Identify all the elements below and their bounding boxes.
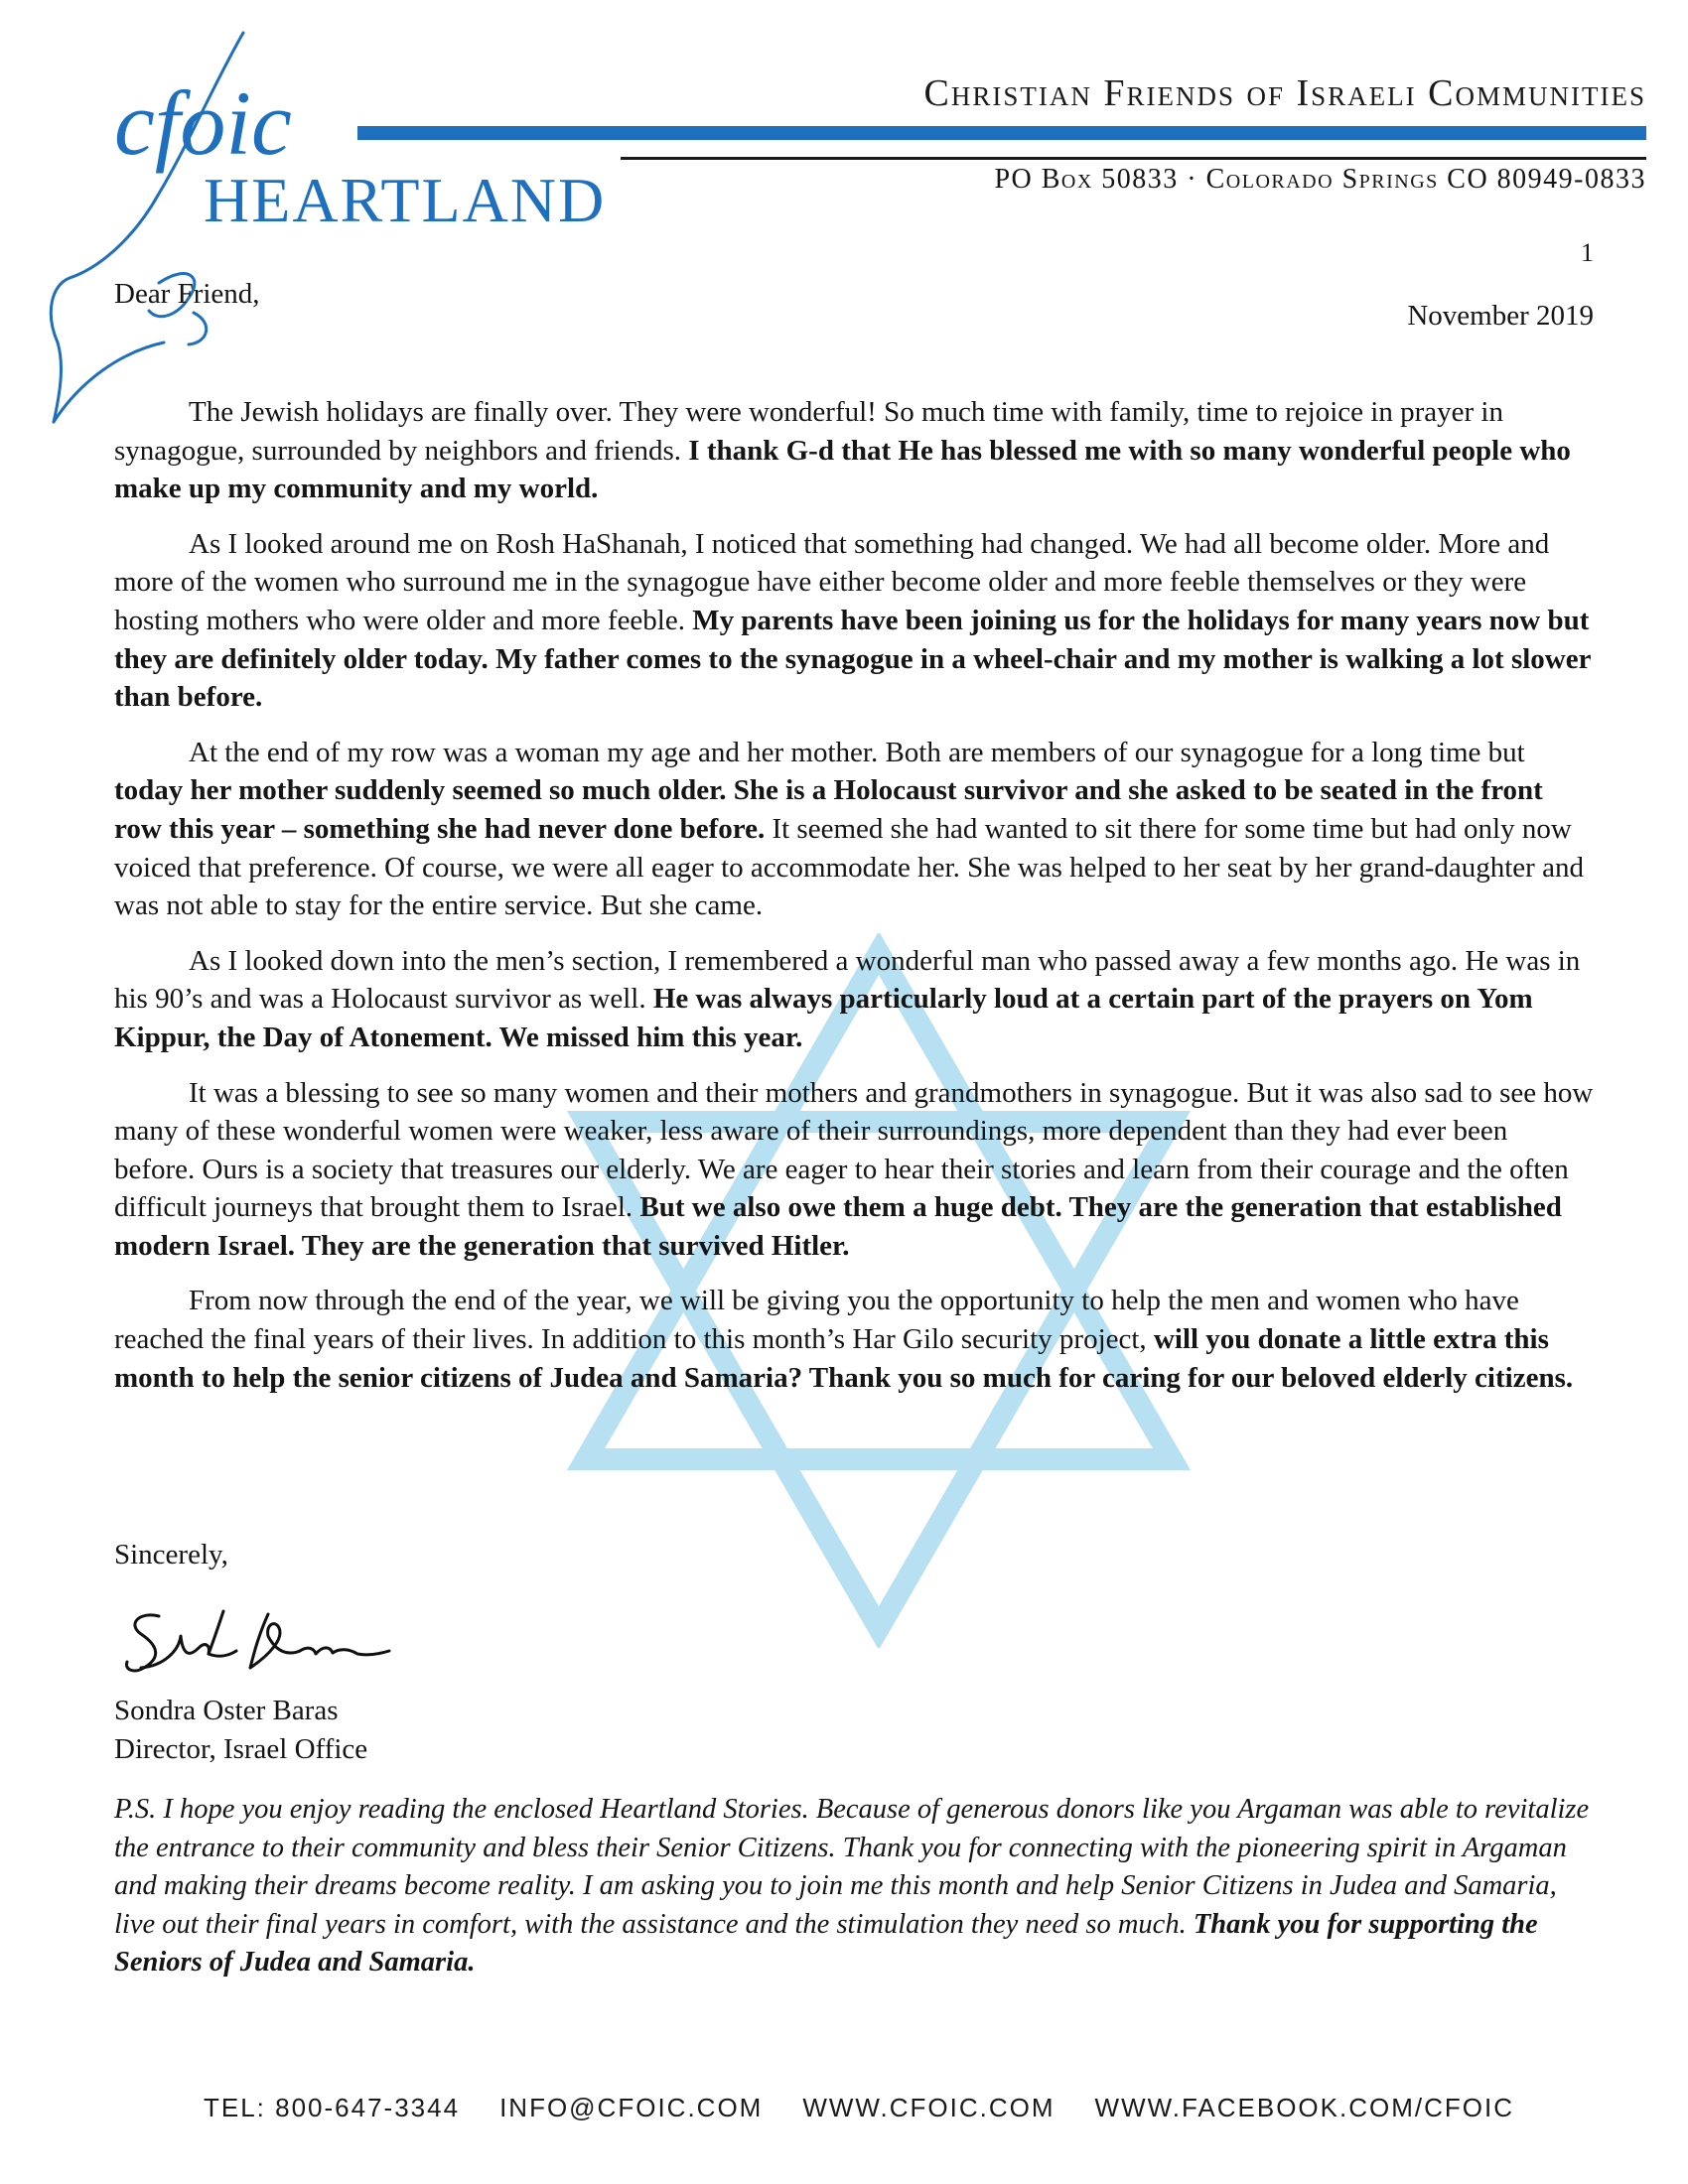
page-number: 1 [1581,238,1594,267]
paragraph-6: From now through the end of the year, we will be giving you the opportunity to help the men and women who have reached the final years of their lives. In addition to this month’s Har Gilo security project, will you donate a little extra this month to help the senior citizens of Judea and Samaria? Thank you so much for caring for our beloved elderly citizens. [114,1285,1574,1394]
footer-email: INFO@CFOIC.COM [499,2093,764,2122]
signer-title: Director, Israel Office [114,1733,368,1765]
paragraph-5: It was a blessing to see so many women and their mothers and grandmothers in synagogue. But it was also sad to see how many of these wonderful women were weaker, less aware of their surroundings, more dependent than they had ever been before. Ours is a society that treasures our elderly. We are eager to hear their stories and learn from their courage and the often difficult journeys that brought them to Israel. But we also owe them a huge debt. They are the generation that established modern Israel. They are the generation that survived Hitler. [114,1076,1594,1262]
logo-script-text: cfoic [114,72,292,174]
closing: Sincerely, [114,1539,228,1570]
handwritten-signature [119,1596,397,1696]
logo-heartland-text: HEARTLAND [204,165,607,235]
paragraph-2: As I looked around me on Rosh HaShanah, I noticed that something had changed. We had all become older. More and more of the women who surround me in the synagogue have either become older and more feeble themselves or they were hosting mothers who were older and more feeble. My parents have been joining us for the holidays for many years now but they are definitely older today. My father comes to the synagogue in a wheel-chair and my mother is walking a lot slower than before. [114,527,1591,714]
organization-name: Christian Friends of Israeli Communities [923,72,1646,114]
footer-website: WWW.CFOIC.COM [802,2093,1055,2122]
contact-footer [204,2093,1514,2123]
letterhead-blue-rule [357,126,1646,140]
postscript: P.S. I hope you enjoy reading the enclosed Heartland Stories. Because of generous donors like you Argaman was able to revitalize the entrance to their community and bless their Senior Citizens. Thank you for connecting with the pioneering spirit in Argaman and making their dreams become reality. I am asking you to join me this month and help Senior Citizens in Judea and Samaria, live out their final years in comfort, with the assistance and the stimulation they need so much. Thank you for supporting the Seniors of Judea and Samaria. [114,1794,1590,1979]
paragraph-4: As I looked down into the men’s section, I remembered a wonderful man who passed away a few months ago. He was in his 90’s and was a Holocaust survivor as well. He was always particularly loud at a certain part of the prayers on Yom Kippur, the Day of Atonement. We missed him this year. [114,944,1581,1053]
logo-flourish-4 [189,313,207,344]
letterhead-thin-rule [621,157,1646,160]
signer-name: Sondra Oster Baras [114,1695,339,1726]
organization-address: PO Box 50833 · Colorado Springs CO 80949-0833 [994,164,1646,195]
salutation: Dear Friend, [114,278,260,310]
paragraph-3: At the end of my row was a woman my age and her mother. Both are members of our synagogue for a long time but today her mother suddenly seemed so much older. She is a Holocaust survivor and she asked to be seated in the front row this year – something she had never done before. It seemed she had wanted to sit there for some time but had only now voiced that preference. Of course, we were all eager to accommodate her. She was helped to her seat by her grand-daughter and was not able to stay for the entire service. But she came. [114,736,1584,922]
footer-facebook: WWW.FACEBOOK.COM/CFOIC [1094,2093,1514,2122]
footer-phone: TEL: 800-647-3344 [204,2093,461,2122]
paragraph-1: The Jewish holidays are finally over. They were wonderful! So much time with family, time to rejoice in prayer in synagogue, surrounded by neighbors and friends. I thank G-d that He has blessed me with so many wonderful people who make up my community and my world. [114,396,1571,505]
cfoic-heartland-logo [40,25,635,442]
letter-body [114,393,1594,1414]
letter-date: November 2019 [1407,300,1594,332]
